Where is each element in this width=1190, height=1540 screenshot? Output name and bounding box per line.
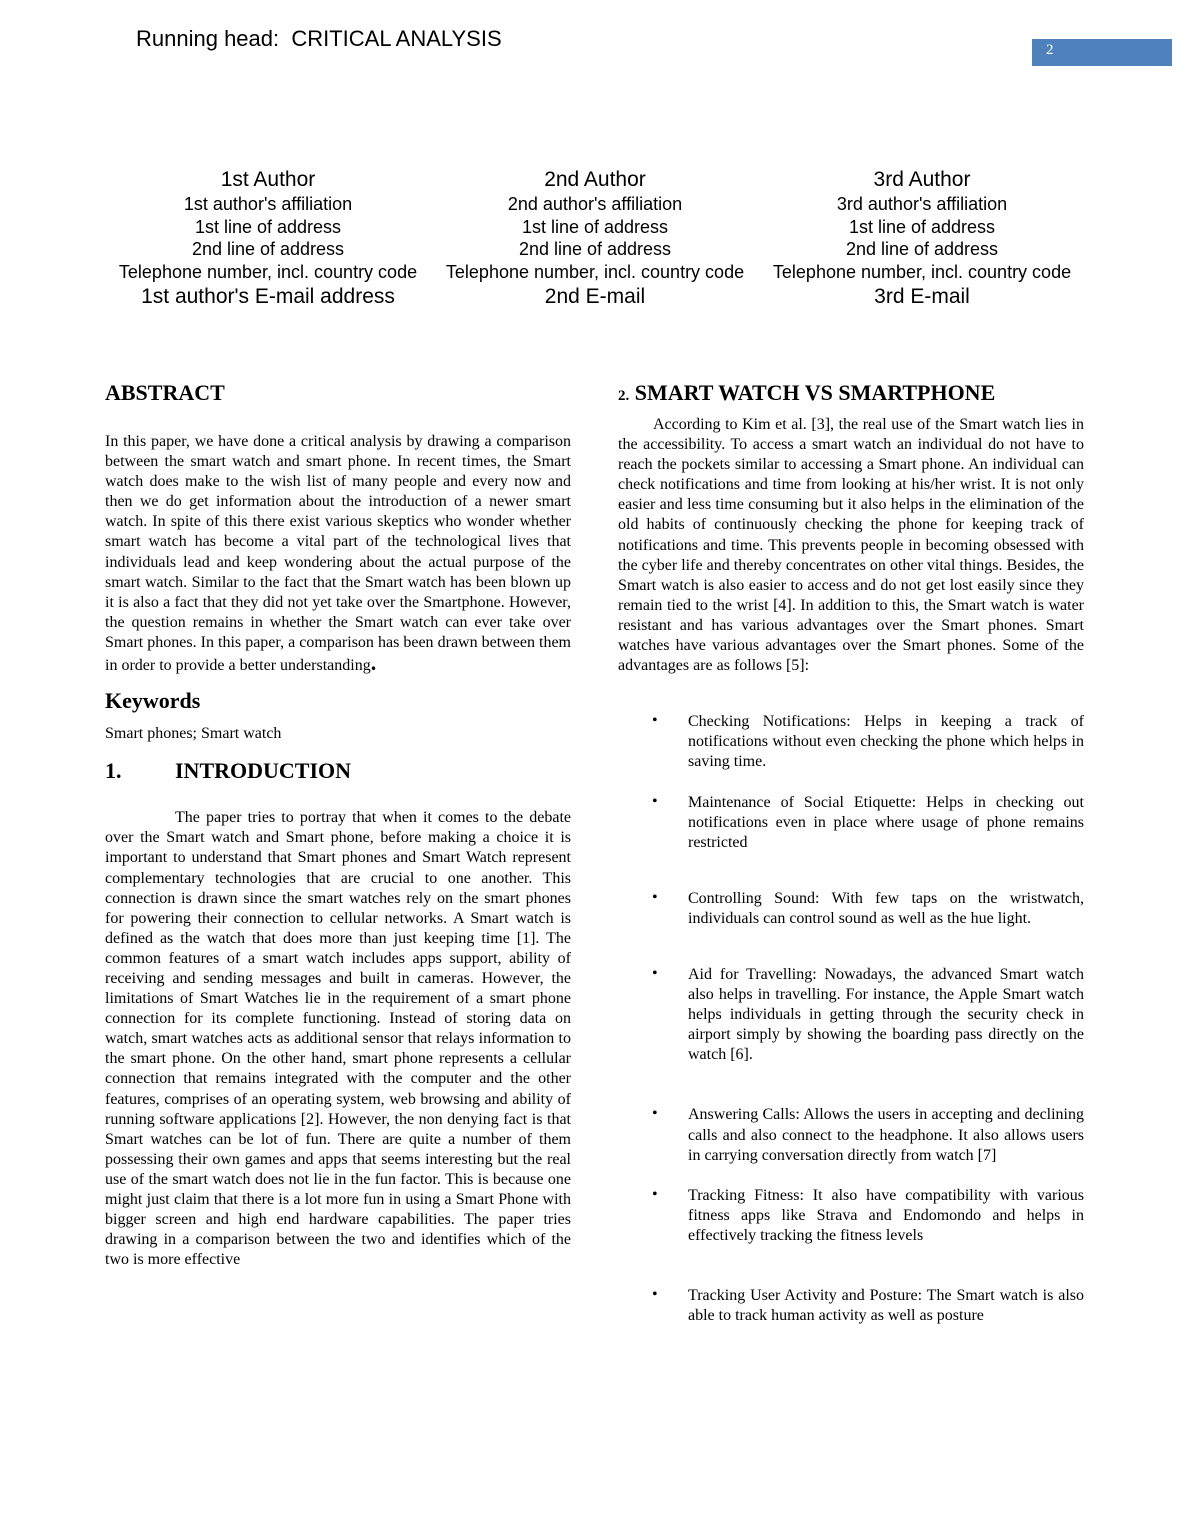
author-block [105, 166, 1085, 311]
advantages-list [618, 712, 1084, 1326]
list-item-text: Tracking Fitness: It also have compatibility with various fitness apps like Strava and Endomondo and helps in effectively tracking the fitness levels [688, 1186, 1084, 1244]
list-item-text: Tracking User Activity and Posture: The Smart watch is also able to track human activity as well as posture [688, 1287, 1084, 1325]
introduction-heading [105, 756, 571, 786]
author-address-1: 1st line of address [194, 216, 342, 237]
keywords-text: Smart phones; Smart watch [105, 725, 282, 743]
author-2 [432, 166, 758, 311]
author-address-2: 2nd line of address [518, 239, 672, 259]
bullet-icon: • [652, 964, 658, 982]
page-number: 2 [1032, 39, 1172, 66]
author-address-2: 2nd line of address [845, 239, 999, 259]
author-phone: Telephone number, incl. country code [118, 261, 418, 282]
bullet-icon: • [652, 1185, 658, 1203]
author-name: 1st Author [220, 168, 316, 191]
introduction-text: The paper tries to portray that when it comes to the debate over the Smart watch and Smart phone, before making a choice it is important to understand that Smart phones and Smart Watch represent complementary technologies that are crucial to one another. This connection is drawn since the smart watches rely on the smart phones for powering their connection to cellular networks. A Smart watch is defined as the watch that does more than just keeping time [1]. The common features of a smart watch includes apps support, ability of receiving and sending messages and built in cameras. However, the limitations of Smart Watches lie in the requirement of a smart phone connection for its complete functioning. Instead of storing data on watch, smart watches acts as additional sensor that relays information to the smart phone. On the other hand, smart phone represents a cellular connection that remains integrated with the computer and the other features, comprises of an operating system, web browsing and ability of running software applications [2]. However, the non denying fact is that Smart watches can be lot of fun. There are quite a number of them possessing their own games and apps that seems interesting but the real use of the smart watch does not lie in the fun factor. This is because one might just claim that there is a lot more fun in using a Smart Phone with bigger screen and high end hardware capabilities. The paper tries drawing in a comparison between the two and identifies which of the two is more effective [105, 809, 571, 1269]
author-affiliation: 2nd author's affiliation [507, 194, 683, 214]
section2-heading [618, 378, 1084, 411]
abstract-end: . [370, 650, 377, 676]
author-affiliation: 1st author's affiliation [183, 194, 353, 214]
introduction-title: INTRODUCTION [175, 758, 352, 784]
author-phone: Telephone number, incl. country code [772, 261, 1072, 282]
bullet-icon: • [652, 712, 658, 730]
author-name: 2nd Author [544, 168, 646, 191]
running-head: Running head: CRITICAL ANALYSIS [136, 26, 502, 51]
left-column [105, 378, 571, 1270]
list-item-text: Controlling Sound: With few taps on the wristwatch, individuals can control sound as well as the hue light. [688, 889, 1084, 927]
author-1 [105, 166, 431, 311]
author-email: 1st author's E-mail address [141, 285, 395, 308]
abstract-body: In this paper, we have done a critical analysis by drawing a comparison between the smart watch and smart phone. In recent times, the Smart watch does make to the wish list of many people and every now and then we do get information about the introduction of a newer smart watch. In spite of this there exist various skeptics who wonder whether smart watch has become a vital part of the technological lives that individuals lead and keep wondering about the actual purpose of the smart watch. Similar to the fact that the Smart watch has been blown up it is also a fact that they did not yet take over the Smartphone. However, the question remains in whether the Smart watch can ever take over Smart phones. In this paper, a comparison has been drawn between them in order to provide a better understanding [105, 433, 571, 675]
list-item [618, 793, 1084, 853]
list-item [618, 1105, 1084, 1165]
list-item [618, 1186, 1084, 1246]
author-name: 3rd Author [873, 168, 971, 191]
bullet-icon: • [652, 1286, 658, 1303]
author-address-1: 1st line of address [521, 216, 669, 237]
abstract-heading: ABSTRACT [105, 380, 225, 405]
author-phone: Telephone number, incl. country code [445, 261, 745, 282]
list-item-text: Maintenance of Social Etiquette: Helps in checking out notifications even in place where usage of phone remains restricted [688, 793, 1084, 851]
list-item-text: Checking Notifications: Helps in keeping a track of notifications without even checking the phone which helps in saving time. [688, 713, 1084, 771]
list-item [618, 712, 1084, 772]
abstract-text [105, 432, 571, 676]
right-column [618, 378, 1084, 1326]
list-item [618, 1286, 1084, 1326]
list-item-text: Answering Calls: Allows the users in accepting and declining calls and also connect to the headphone. It also allows users in carrying conversation directly from watch [7] [688, 1106, 1084, 1164]
list-item [618, 965, 1084, 1065]
author-email: 3rd E-mail [874, 285, 970, 308]
author-affiliation: 3rd author's affiliation [836, 194, 1008, 214]
bullet-icon: • [652, 888, 658, 906]
section2-title: SMART WATCH VS SMARTPHONE [634, 380, 996, 405]
list-item-text: Aid for Travelling: Nowadays, the advanced Smart watch also helps in travelling. For instance, the Apple Smart watch helps individuals in getting through the security check in airport simply by showing the boarding pass directly on the watch [6]. [688, 965, 1084, 1064]
author-email: 2nd E-mail [544, 285, 646, 308]
author-address-1: 1st line of address [848, 216, 996, 237]
author-address-2: 2nd line of address [191, 239, 345, 259]
introduction-number: 1. [105, 758, 122, 784]
bullet-icon: • [652, 1105, 658, 1123]
section2-number: 2. [618, 388, 630, 404]
author-3 [759, 166, 1085, 311]
bullet-icon: • [652, 792, 658, 810]
keywords-heading: Keywords [105, 688, 201, 714]
list-item [618, 889, 1084, 929]
section2-text: According to Kim et al. [3], the real use of the Smart watch lies in the accessibility. To access a smart watch an individual do not have to reach the pockets similar to accessing a Smart phone. An individual can check notifications and time from looking at his/her wrist. It is not only easier and less time consuming but it also helps in the elimination of the old habits of continuously checking the phone for keeping track of notifications and time. This prevents people in becoming obsessed with the cyber life and thereby concentrates on other vital things. Besides, the Smart watch is also easier to access and do not get lost easily since they remain tied to the wrist [4]. In addition to this, the Smart watch is water resistant and has various advantages over the Smart phones. Smart watches have various advantages over the Smart phones. Some of the advantages are as follows [5]: [618, 416, 1084, 675]
